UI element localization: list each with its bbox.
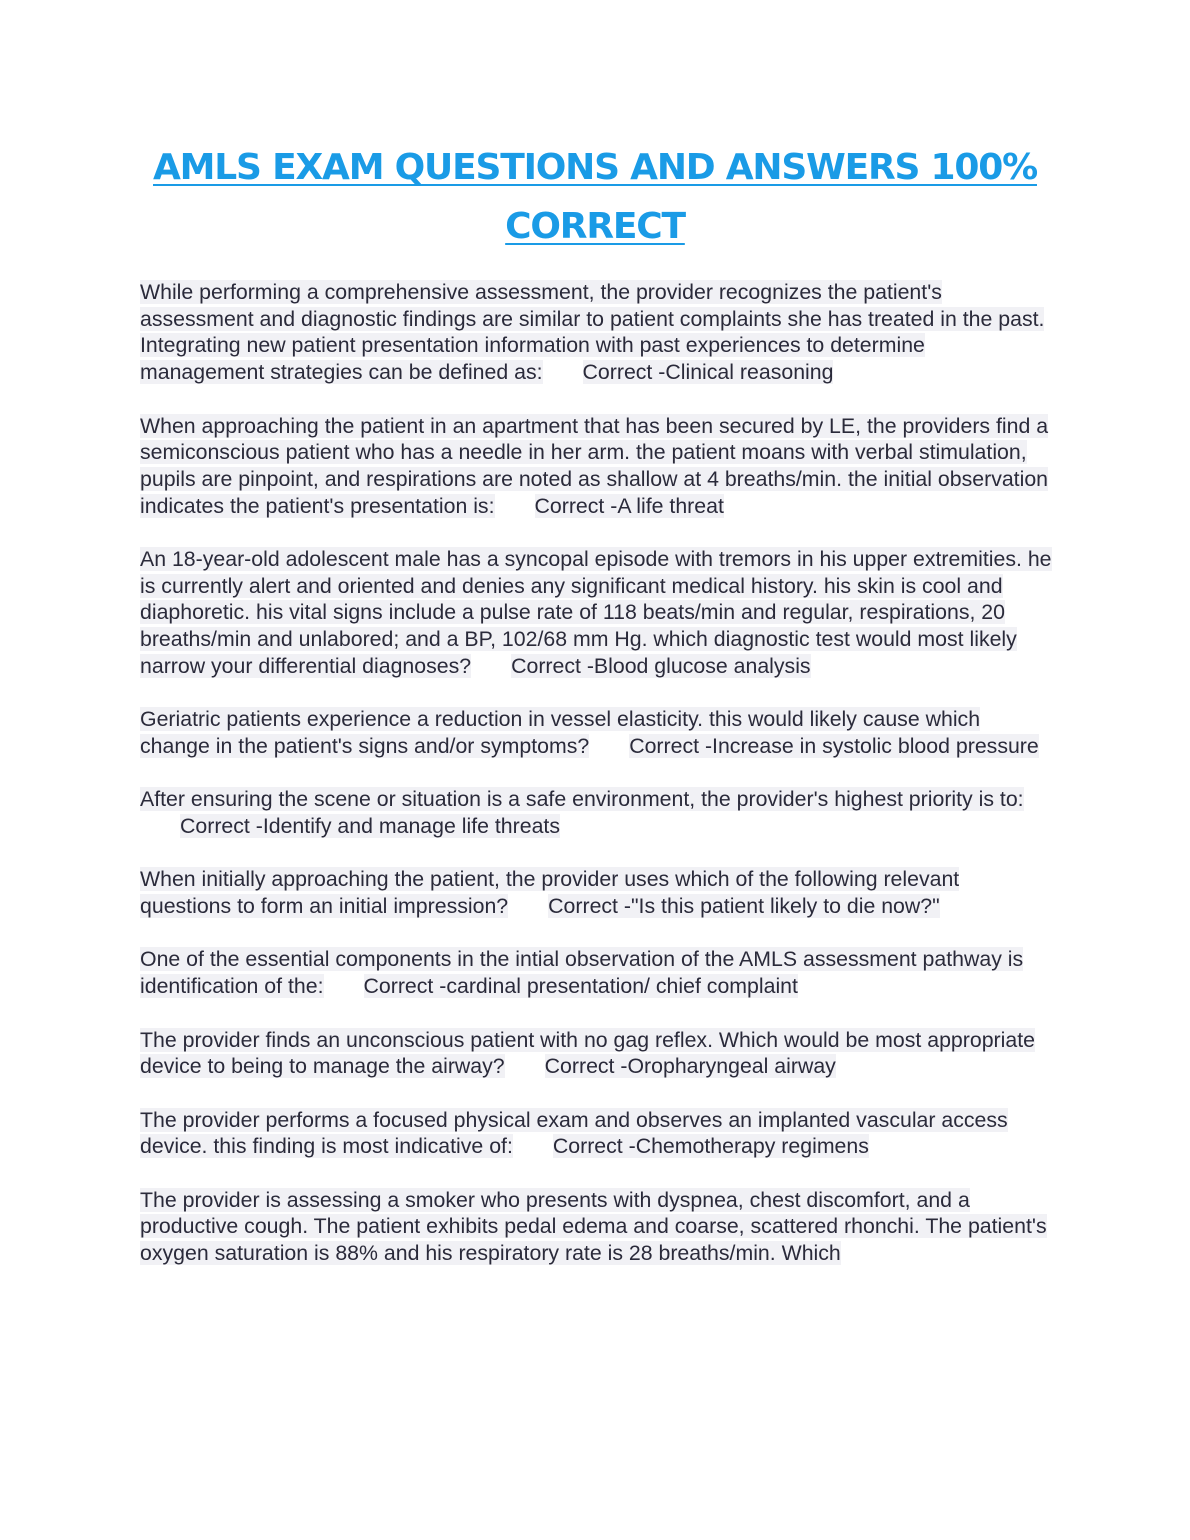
qa-item [140, 279, 1055, 386]
qa-item [140, 1187, 1055, 1267]
question-text: The provider is assessing a smoker who presents with dyspnea, chest discomfort, and a productive cough. The patient exhibits pedal edema and coarse, scattered rhonchi. The patient's oxygen saturation is 88% and his respiratory rate is 28 breaths/min. Which [140, 1187, 1047, 1266]
question-text: While performing a comprehensive assessment, the provider recognizes the patient's assessment and diagnostic findings are similar to patient complaints she has treated in the past. Integrating new patient presentation information with past experiences to determine management strategies can be defined as: [140, 280, 1045, 385]
answer-text: Correct -Increase in systolic blood pressure [629, 733, 1039, 758]
question-text: Geriatric patients experience a reduction in vessel elasticity. this would likely cause which change in the patient's signs and/or symptoms? [140, 707, 981, 758]
document-title [0, 138, 1190, 256]
title-line-2: CORRECT [505, 206, 685, 247]
question-text: One of the essential components in the intial observation of the AMLS assessment pathway is identification of the: [140, 947, 1024, 999]
question-text: The provider performs a focused physical exam and observes an implanted vascular access device. this finding is most indicative of: [140, 1107, 1008, 1159]
answer-text: Correct -Oropharyngeal airway [544, 1054, 836, 1079]
qa-item [140, 1107, 1055, 1160]
answer-text: Correct -Clinical reasoning [582, 360, 834, 385]
qa-item [140, 413, 1055, 520]
qa-item [140, 946, 1055, 999]
question-text: After ensuring the scene or situation is a safe environment, the provider's highest priority is to: [140, 787, 1024, 812]
qa-item [140, 786, 1055, 839]
qa-item [140, 866, 1055, 919]
answer-text: Correct -Chemotherapy regimens [552, 1134, 869, 1159]
answer-text: Correct -cardinal presentation/ chief complaint [363, 974, 798, 999]
qa-list [140, 279, 1055, 1294]
question-text: When initially approaching the patient, the provider uses which of the following relevant questions to form an initial impression? [140, 867, 960, 919]
answer-text: Correct -"Is this patient likely to die now?" [548, 894, 940, 919]
qa-item [140, 706, 1055, 759]
question-text: When approaching the patient in an apartment that has been secured by LE, the providers find a semiconscious patient who has a needle in her arm. the patient moans with verbal stimulation, pupils are pinpoint, and respirations are noted as shallow at 4 breaths/min. the initial observation indicates the patient's presentation is: [140, 413, 1049, 518]
answer-text: Correct -Blood glucose analysis [511, 653, 811, 678]
question-text: The provider finds an unconscious patient with no gag reflex. Which would be most appropriate device to being to manage the airway? [140, 1027, 1035, 1079]
title-line-1: AMLS EXAM QUESTIONS AND ANSWERS 100% [153, 147, 1037, 188]
qa-item [140, 546, 1055, 680]
question-text: An 18-year-old adolescent male has a syncopal episode with tremors in his upper extremities. he is currently alert and oriented and denies any significant medical history. his skin is cool and diaphoretic. his vital signs include a pulse rate of 118 beats/min and regular, respirations, 20 breaths/min and unlabored; and a BP, 102/68 mm Hg. which diagnostic test would most likely narrow your differential diagnoses? [140, 547, 1052, 678]
answer-text: Correct -A life threat [534, 493, 724, 518]
qa-item [140, 1027, 1055, 1080]
answer-text: Correct -Identify and manage life threats [180, 814, 560, 838]
